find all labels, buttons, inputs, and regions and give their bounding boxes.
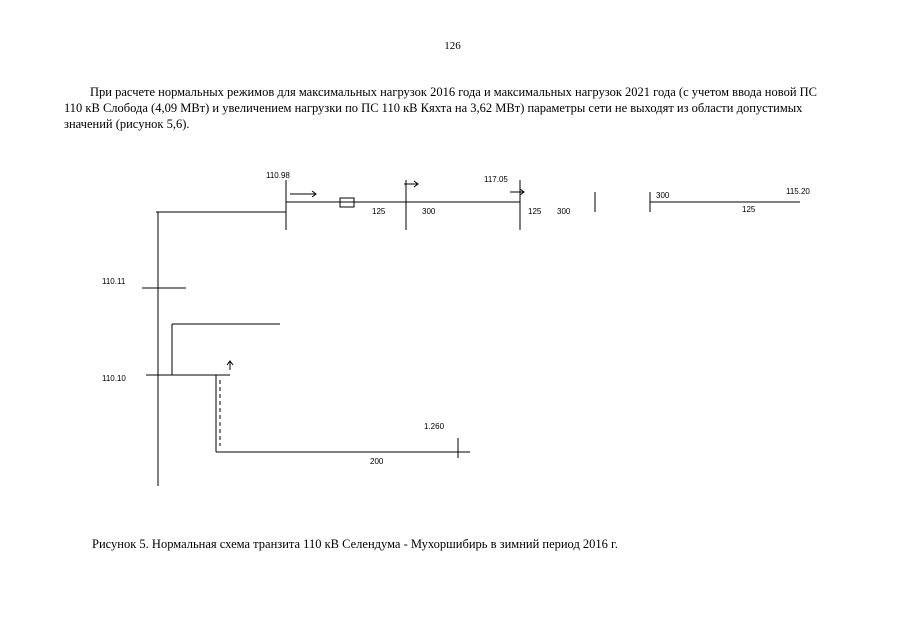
network-diagram (100, 156, 820, 506)
label-v4: 110.11 (102, 277, 126, 286)
label-l2: 300 (557, 207, 571, 216)
label-l5: 200 (370, 457, 384, 466)
label-v2: 117.05 (484, 175, 508, 184)
label-l1: 300 (422, 207, 436, 216)
label-n3: 125 (742, 205, 756, 214)
label-n2: 125 (528, 207, 542, 216)
figure-caption: Рисунок 5. Нормальная схема транзита 110 кВ Селендума - Мухоршибирь в зимний период 2016 г. (92, 537, 618, 551)
label-v6: 1.260 (424, 422, 445, 431)
network-diagram-svg (100, 156, 820, 506)
label-n1: 125 (372, 207, 386, 216)
label-v5: 110.10 (102, 374, 126, 383)
label-v1: 110.98 (266, 171, 290, 180)
body-paragraph: При расчете нормальных режимов для максимальных нагрузок 2016 года и максимальных нагрузок 2021 года (с учетом ввода новой ПС 110 кВ Слобода (4,09 МВт) и увеличением нагрузки по ПС 110 кВ Кяхта на 3,62 МВт) параметры сети не выходят из области допустимых значений (рисунок 5,6). (64, 85, 817, 131)
label-v3: 115.20 (786, 187, 810, 196)
label-l3: 300 (656, 191, 670, 200)
page-number: 126 (444, 40, 461, 52)
